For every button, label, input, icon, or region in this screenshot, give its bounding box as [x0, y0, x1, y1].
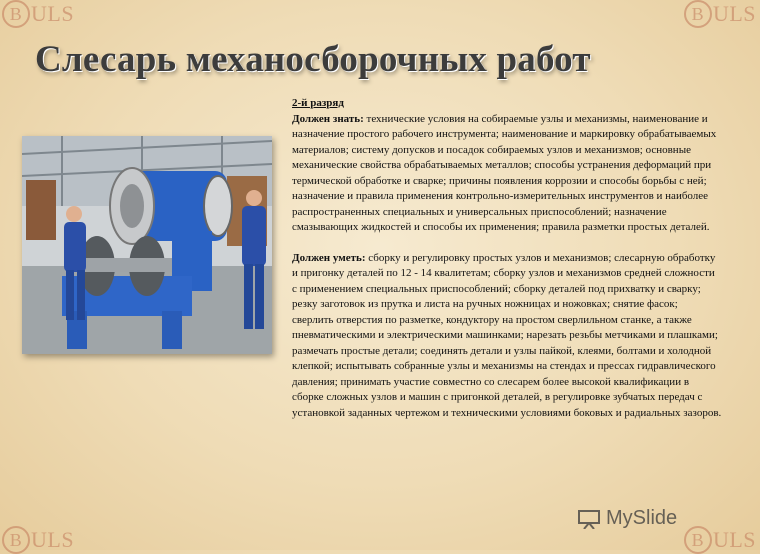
logo-letter: B: [2, 526, 30, 554]
logo-text: ULS: [31, 1, 75, 26]
buls-logo-top-left: [2, 0, 74, 28]
myslide-watermark: [577, 507, 677, 530]
know-text: технические условия на собираемые узлы и механизмы, наименование и назначение простого рабочего инструмента; наименование и маркировку обрабатываемых материалов; систему допусков и посадок собираемых узлов и механизмов; основные механические свойства обрабатываемых металлов; способы устранения деформаций при термической обработке и сварке; причины появления коррозии и способы борьбы с ней; назначение и правила применения контрольно-измерительных инструментов и наиболее распространенных специальных и универсальных приспособлений; назначение смазывающих жидкостей и способы их применения; правила разметки простых деталей.: [292, 112, 717, 233]
presentation-board-icon: [577, 509, 601, 529]
slide-title: Слесарь механосборочных работ: [35, 39, 591, 80]
logo-text: ULS: [712, 527, 756, 552]
workshop-illustration: [22, 136, 272, 354]
logo-letter: B: [684, 0, 712, 28]
logo-text: ULS: [712, 1, 756, 26]
logo-text: ULS: [31, 527, 75, 552]
can-lead: Должен уметь:: [292, 251, 366, 264]
buls-logo-top-right: [684, 0, 756, 28]
workshop-photo: [22, 136, 272, 354]
logo-letter: B: [2, 0, 30, 28]
logo-letter: B: [684, 526, 712, 554]
can-text: сборку и регулировку простых узлов и механизмов; слесарную обработку и пригонку деталей по 12 - 14 квалитетам; сборку узлов и механизмов средней сложности с применением специальных приспособлений; сборку деталей под прихватку и сварку; резку заготовок из прутка и листа на ручных ножницах и ножовках; снятие фасок; сверлить отверстия по разметке, кондуктору на простом сверлильном станке, а также пневматическими и электрическими машинками; нарезать резьбы метчиками и плашками; размечать простые детали; соединять детали и узлы пайкой, клеями, болтами и холодной клепкой; испытывать собранные узлы и механизмы на стендах и прессах гидравлического давления; принимать участие совместно со слесарем более высокой квалификации в сборке сложных узлов и машин с пригонкой деталей, в регулировке зубчатых передач с установкой заданных чертежом и техническими условиями боковых и радиальных зазоров.: [292, 251, 722, 419]
watermark-text: MySlide: [606, 507, 678, 529]
know-paragraph: [292, 96, 722, 236]
can-paragraph: [292, 251, 722, 422]
grade-heading: 2-й разряд: [292, 97, 344, 109]
qualification-text: [292, 96, 722, 436]
know-lead: Должен знать:: [292, 112, 364, 125]
